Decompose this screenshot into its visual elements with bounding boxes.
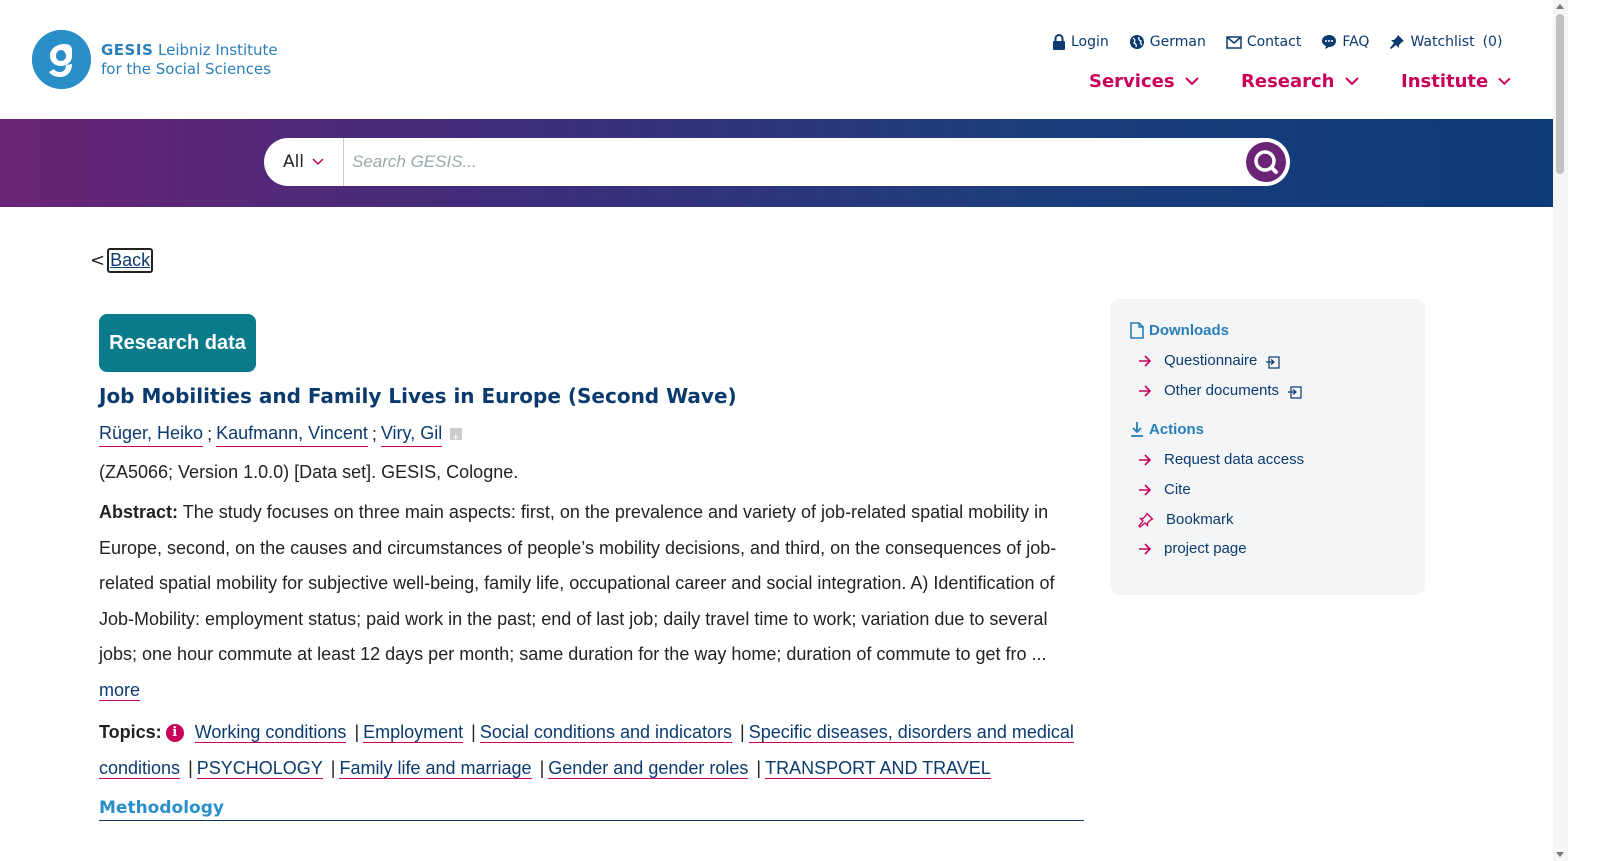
document-icon: [1130, 322, 1144, 339]
topic-link[interactable]: Specific diseases, disorders and medical conditions: [99, 722, 1074, 778]
arrow-right-icon: [1138, 454, 1152, 466]
page-scrollbar[interactable]: [1553, 0, 1568, 861]
abstract-label: Abstract:: [99, 502, 179, 522]
topic-link[interactable]: Gender and gender roles: [548, 758, 749, 778]
download-questionnaire[interactable]: Questionnaire: [1138, 352, 1280, 369]
topic-link[interactable]: TRANSPORT AND TRAVEL: [765, 758, 991, 778]
login-link[interactable]: Login: [1052, 34, 1109, 50]
scroll-thumb[interactable]: [1556, 14, 1564, 174]
topic-link[interactable]: Family life and marriage: [339, 758, 532, 778]
scroll-up-arrow[interactable]: [1556, 4, 1564, 9]
arrow-right-icon: [1138, 355, 1152, 367]
search-input[interactable]: [344, 138, 1243, 186]
watchlist-link[interactable]: Watchlist (0): [1389, 34, 1502, 50]
external-open-icon: [1265, 355, 1280, 369]
download-icon: [1130, 421, 1144, 438]
info-icon[interactable]: i: [166, 724, 184, 742]
abstract: [99, 495, 1084, 708]
mail-icon: [1226, 36, 1242, 49]
lock-icon: [1052, 34, 1066, 50]
record-main: [99, 380, 1084, 821]
topic-link[interactable]: Employment: [363, 722, 464, 742]
logo-line2: for the Social Sciences: [101, 59, 271, 78]
topic-link[interactable]: PSYCHOLOGY: [196, 758, 323, 778]
methodology-heading[interactable]: Methodology: [99, 798, 1084, 821]
gesis-logo[interactable]: [32, 30, 278, 89]
arrow-right-icon: [1138, 543, 1152, 555]
faq-link[interactable]: FAQ: [1321, 34, 1369, 50]
watchlist-count: (0): [1482, 34, 1503, 50]
project-page-link[interactable]: project page: [1138, 540, 1247, 557]
scroll-down-arrow[interactable]: [1556, 852, 1564, 857]
research-data-badge: Research data: [99, 314, 256, 372]
logo-line1: Leibniz Institute: [158, 40, 278, 59]
pin-outline-icon: [1138, 512, 1154, 528]
top-links: [1052, 34, 1502, 50]
bookmark-action[interactable]: Bookmark: [1138, 511, 1234, 528]
search-button[interactable]: [1243, 139, 1289, 185]
contact-link[interactable]: Contact: [1226, 34, 1301, 50]
more-link[interactable]: more: [99, 679, 141, 700]
author-list: Rüger, Heiko ; Kaufmann, Vincent ; Viry, Gil +: [99, 420, 1084, 447]
site-header: [0, 0, 1553, 119]
author-link[interactable]: Viry, Gil: [381, 420, 442, 447]
chat-icon: [1321, 34, 1337, 50]
back-link[interactable]: Back: [107, 248, 153, 273]
search-box: [264, 138, 1290, 186]
arrow-right-icon: [1138, 385, 1152, 397]
globe-icon: [1129, 34, 1145, 50]
pin-icon: [1389, 34, 1405, 50]
external-open-icon: [1287, 385, 1302, 399]
downloads-heading: Downloads: [1130, 322, 1229, 339]
topic-link[interactable]: Working conditions: [194, 722, 347, 742]
search-band: [0, 119, 1553, 207]
abstract-text: The study focuses on three main aspects: first, on the prevalence and variety of job-related spatial mobility in Europe, second, on the causes and circumstances of people’s mobility decisions, and third, on the consequences of job-related spatial mobility for subjective well-being, family life, occupational career and social integration. A) Identification of Job-Mobility: employment status; paid work in the past; end of last job; daily travel time to work; variation due to several jobs; one hour commute at least 12 days per month; same duration for the way home; duration of commute to get fro ...: [99, 502, 1057, 664]
request-data-access[interactable]: Request data access: [1138, 451, 1304, 468]
back-nav: < Back: [90, 248, 153, 273]
chevron-down-icon: [1185, 77, 1199, 86]
language-link[interactable]: German: [1129, 34, 1206, 50]
nav-institute[interactable]: Institute: [1401, 71, 1511, 92]
topics: Topics: i Working conditions | Employment | Social conditions and indicators | Specific diseases, disorders and medical conditions | PSYCHOLOGY | Family life and marriage | Gender and gender roles | TRANSPORT AND TRAVEL: [99, 722, 1074, 778]
nav-services[interactable]: Services: [1089, 71, 1241, 92]
record-sidebar: [1110, 299, 1425, 595]
chevron-down-icon: [1345, 77, 1359, 86]
search-icon: [1245, 141, 1287, 183]
author-link[interactable]: Kaufmann, Vincent: [216, 420, 368, 447]
gesis-logo-icon: [32, 30, 91, 89]
arrow-right-icon: [1138, 484, 1152, 496]
record-title: Job Mobilities and Family Lives in Europe (Second Wave): [99, 384, 737, 408]
actions-heading: Actions: [1130, 421, 1204, 438]
nav-research[interactable]: Research: [1241, 71, 1401, 92]
search-scope-select[interactable]: All: [264, 138, 344, 186]
chevron-down-icon: [312, 158, 324, 166]
expand-authors-icon[interactable]: [450, 428, 462, 440]
cite-action[interactable]: Cite: [1138, 481, 1191, 498]
citation: (ZA5066; Version 1.0.0) [Data set]. GESIS, Cologne.: [99, 462, 519, 482]
topic-link[interactable]: Social conditions and indicators: [479, 722, 733, 742]
logo-name: GESIS: [101, 40, 154, 59]
chevron-down-icon: [1498, 77, 1511, 86]
author-link[interactable]: Rüger, Heiko: [99, 420, 203, 447]
download-other-documents[interactable]: Other documents: [1138, 382, 1302, 399]
topics-label: Topics:: [99, 722, 162, 742]
main-nav: [1089, 71, 1511, 92]
